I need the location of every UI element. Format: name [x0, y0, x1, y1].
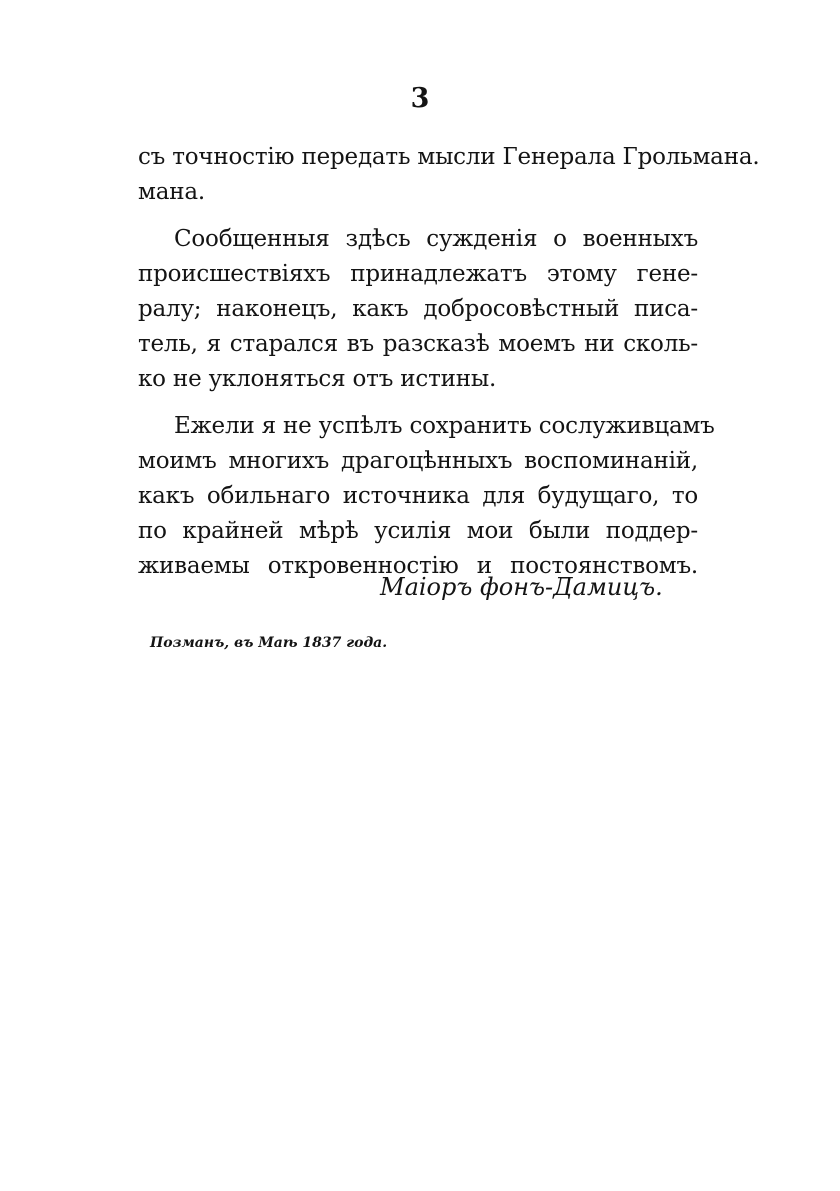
text-line: моимъ многихъ драгоцѣнныхъ воспоминаній, — [138, 448, 698, 474]
paragraph-2 — [138, 222, 698, 397]
text-line: мана. — [138, 179, 205, 205]
text-line: съ точностію передать мысли Генерала Грольмана. — [138, 144, 760, 170]
text-line: Сообщенныя здѣсь сужденія о военныхъ — [174, 226, 698, 252]
author-signature: Маіоръ фонъ-Дамицъ. — [380, 573, 663, 601]
place-date: Позманъ, въ Маѣ 1837 года. — [150, 635, 388, 651]
text-line: ралу; наконецъ, какъ добросовѣстный писа- — [138, 296, 698, 322]
text-line: какъ обильнаго источника для будущаго, то — [138, 483, 698, 509]
body-text — [138, 140, 760, 584]
paragraph-1 — [138, 140, 760, 210]
paragraph-3 — [138, 409, 715, 584]
text-line: ко не уклоняться отъ истины. — [138, 366, 497, 392]
text-line: Ежели я не успѣлъ сохранить сослуживцамъ — [174, 413, 715, 439]
text-line: тель, я старался въ разсказѣ моемъ ни сколь- — [138, 331, 698, 357]
text-line: живаемы откровенностію и постоянствомъ. — [138, 553, 698, 579]
text-line: по крайней мѣрѣ усилія мои были поддер- — [138, 518, 698, 544]
text-line: происшествіяхъ принадлежатъ этому гене- — [138, 261, 698, 287]
page-number: 3 — [410, 83, 430, 114]
